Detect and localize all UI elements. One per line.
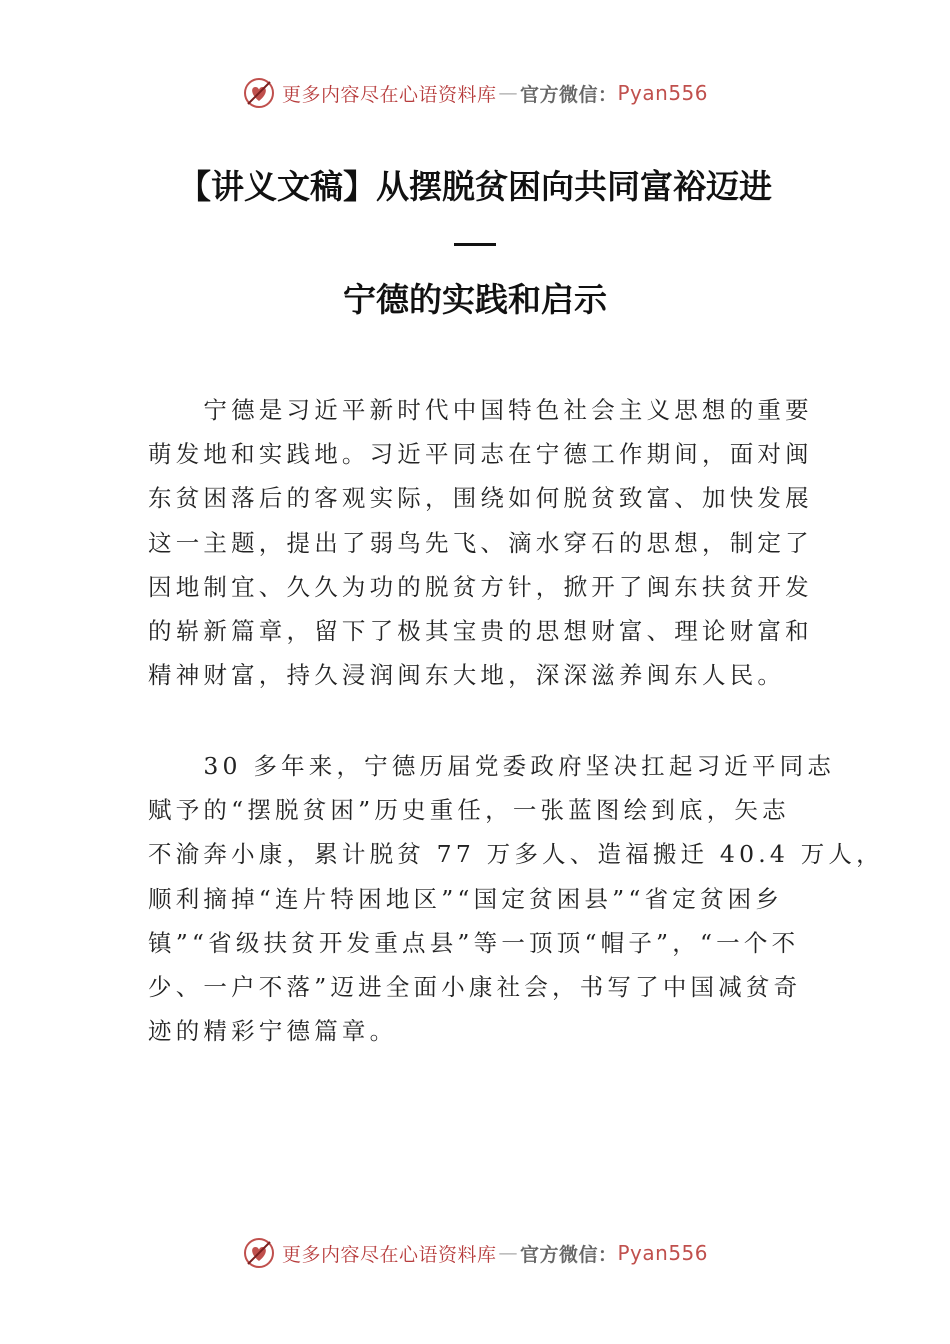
document-title: 【讲义文稿】从摆脱贫困向共同富裕迈进: [178, 167, 772, 206]
watermark-text: 更多内容尽在心语资料库: [281, 83, 497, 106]
watermark-wechat-id: Pyan556: [617, 1241, 709, 1265]
paragraph-line: 不渝奔小康，累计脱贫 77 万多人、造福搬迁 40.4 万人，: [148, 840, 884, 869]
paragraph-line: 宁德是习近平新时代中国特色社会主义思想的重要: [148, 396, 813, 424]
watermark-label: 官方微信：: [519, 83, 618, 106]
watermark-dash: —: [498, 82, 518, 104]
title-dash-bar: [454, 243, 496, 246]
paragraph-line: 30 多年来，宁德历届党委政府坚决扛起习近平同志: [148, 752, 836, 780]
paragraph-line: 迹的精彩宁德篇章。: [148, 1017, 398, 1046]
paragraph-line: 因地制宜、久久为功的脱贫方针，掀开了闽东扶贫开发: [148, 572, 813, 601]
paragraph-line: 东贫困落后的客观实际，围绕如何脱贫致富、加快发展: [148, 484, 813, 513]
paragraph-line: 赋予的“摆脱贫困”历史重任，一张蓝图绘到底，矢志: [148, 796, 790, 825]
paragraph-line: 萌发地和实践地。习近平同志在宁德工作期间，面对闽: [148, 440, 813, 469]
watermark-banner-top: [0, 71, 950, 115]
title-dash: [0, 226, 950, 259]
paragraph-2: [148, 744, 884, 1053]
watermark-label: 官方微信：: [519, 1243, 618, 1266]
paragraph-line: 这一主题，提出了弱鸟先飞、滴水穿石的思想，制定了: [148, 528, 813, 557]
paragraph-line: 镇”“省级扶贫开发重点县”等一顶顶“帽子”，“一个不: [148, 928, 800, 957]
paragraph-1: [148, 388, 813, 697]
paragraph-line: 少、一户不落”迈进全面小康社会，书写了中国减贫奇: [148, 973, 802, 1002]
document-subtitle: 宁德的实践和启示: [343, 280, 607, 319]
paragraph-line: 精神财富，持久浸润闽东大地，深深滋养闽东人民。: [148, 661, 786, 690]
heart-logo-icon: [242, 1236, 276, 1270]
paragraph-line: 顺利摘掉“连片特困地区”“国定贫困县”“省定贫困乡: [148, 884, 784, 913]
watermark-text: 更多内容尽在心语资料库: [281, 1243, 497, 1266]
paragraph-line: 的崭新篇章，留下了极其宝贵的思想财富、理论财富和: [148, 617, 813, 646]
watermark-wechat-id: Pyan556: [617, 81, 709, 105]
watermark-dash: —: [498, 1242, 518, 1264]
heart-logo-icon: [242, 76, 276, 110]
watermark-banner-bottom: [0, 1231, 950, 1275]
